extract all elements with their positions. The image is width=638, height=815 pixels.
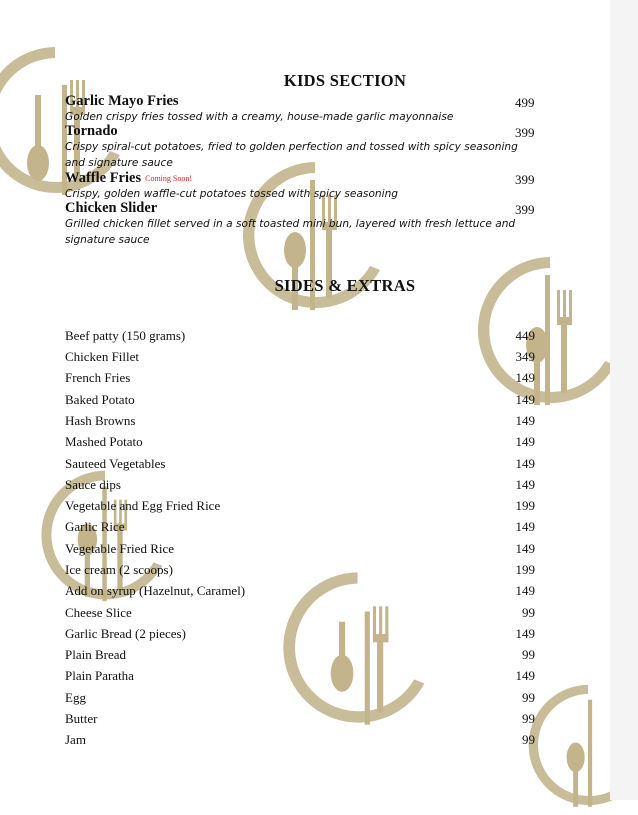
- list-item: [65, 456, 545, 476]
- item-description: Golden crispy fries tossed with a creamy, house-made garlic mayonnaise: [65, 111, 454, 123]
- list-item: [65, 328, 545, 348]
- menu-item: [65, 93, 535, 126]
- list-item: [65, 392, 545, 412]
- list-item: [65, 668, 545, 688]
- list-item: [65, 370, 545, 390]
- item-price: 499: [515, 95, 535, 110]
- item-name: Chicken Fillet: [65, 349, 140, 364]
- item-price: 149: [515, 370, 535, 385]
- item-price: 149: [515, 477, 535, 492]
- item-name: Garlic Mayo Fries: [65, 93, 179, 109]
- item-name-row: [65, 170, 535, 187]
- list-item: [65, 690, 545, 710]
- item-name: Egg: [65, 690, 86, 705]
- menu-item: [65, 170, 535, 203]
- item-price: 199: [515, 498, 535, 513]
- menu-item: [65, 123, 535, 171]
- item-price: 149: [515, 583, 535, 598]
- item-name: Baked Potato: [65, 392, 135, 407]
- item-price: 149: [515, 434, 535, 449]
- list-item: [65, 413, 545, 433]
- item-price: 149: [515, 519, 535, 534]
- item-name: Jam: [65, 732, 86, 747]
- item-price: 99: [522, 690, 535, 705]
- item-name: Cheese Slice: [65, 605, 132, 620]
- list-item: [65, 732, 545, 752]
- list-item: [65, 605, 545, 625]
- item-price: 149: [515, 456, 535, 471]
- item-name: Vegetable and Egg Fried Rice: [65, 498, 221, 513]
- item-name: Plain Paratha: [65, 668, 134, 683]
- item-price: 99: [522, 605, 535, 620]
- item-price: 99: [522, 647, 535, 662]
- item-price: 399: [515, 202, 535, 217]
- kids-section-title: KIDS SECTION: [283, 71, 407, 90]
- item-price: 399: [515, 172, 535, 187]
- item-name: Hash Browns: [65, 413, 136, 428]
- coming-soon-badge: Coming Soon!: [145, 174, 193, 183]
- list-item: [65, 583, 545, 603]
- item-price: 149: [515, 668, 535, 683]
- list-item: [65, 562, 545, 582]
- item-price: 449: [515, 328, 535, 343]
- list-item: [65, 626, 545, 646]
- item-price: 349: [515, 349, 535, 364]
- page-edge: [610, 0, 638, 800]
- item-price: 399: [515, 125, 535, 140]
- item-name: Add on syrup (Hazelnut, Caramel): [65, 583, 246, 598]
- item-description: Grilled chicken fillet served in a soft toasted mini bun, layered with fresh lettuce and signature sauce: [65, 218, 516, 246]
- sides-section-title: SIDES & EXTRAS: [274, 276, 416, 295]
- item-price: 149: [515, 413, 535, 428]
- item-price: 149: [515, 626, 535, 641]
- item-name: Garlic Bread (2 pieces): [65, 626, 186, 641]
- item-name: Tornado: [65, 123, 118, 139]
- item-name: Ice cream (2 scoops): [65, 562, 173, 577]
- list-item: [65, 477, 545, 497]
- item-price: 149: [515, 392, 535, 407]
- item-name: Sauce dips: [65, 477, 121, 492]
- item-name: Sauteed Vegetables: [65, 456, 166, 471]
- list-item: [65, 519, 545, 539]
- list-item: [65, 541, 545, 561]
- item-name: Beef patty (150 grams): [65, 328, 186, 343]
- item-name: Plain Bread: [65, 647, 127, 662]
- item-name: Waffle Fries: [65, 170, 142, 186]
- list-item: [65, 434, 545, 454]
- item-name: Chicken Slider: [65, 200, 158, 216]
- list-item: [65, 711, 545, 731]
- menu-item: [65, 200, 535, 248]
- item-name: Vegetable Fried Rice: [65, 541, 175, 556]
- item-price: 199: [515, 562, 535, 577]
- item-description: Crispy, golden waffle-cut potatoes tossed with spicy seasoning: [65, 188, 399, 200]
- item-name: Mashed Potato: [65, 434, 143, 449]
- item-name: Garlic Rice: [65, 519, 125, 534]
- item-price: 149: [515, 541, 535, 556]
- list-item: [65, 349, 545, 369]
- item-price: 99: [522, 732, 535, 747]
- item-description: Crispy spiral-cut potatoes, fried to golden perfection and tossed with spicy seasoning and signature sauce: [65, 141, 518, 169]
- item-name: French Fries: [65, 370, 131, 385]
- item-price: 99: [522, 711, 535, 726]
- item-name: Butter: [65, 711, 98, 726]
- list-item: [65, 647, 545, 667]
- list-item: [65, 498, 545, 518]
